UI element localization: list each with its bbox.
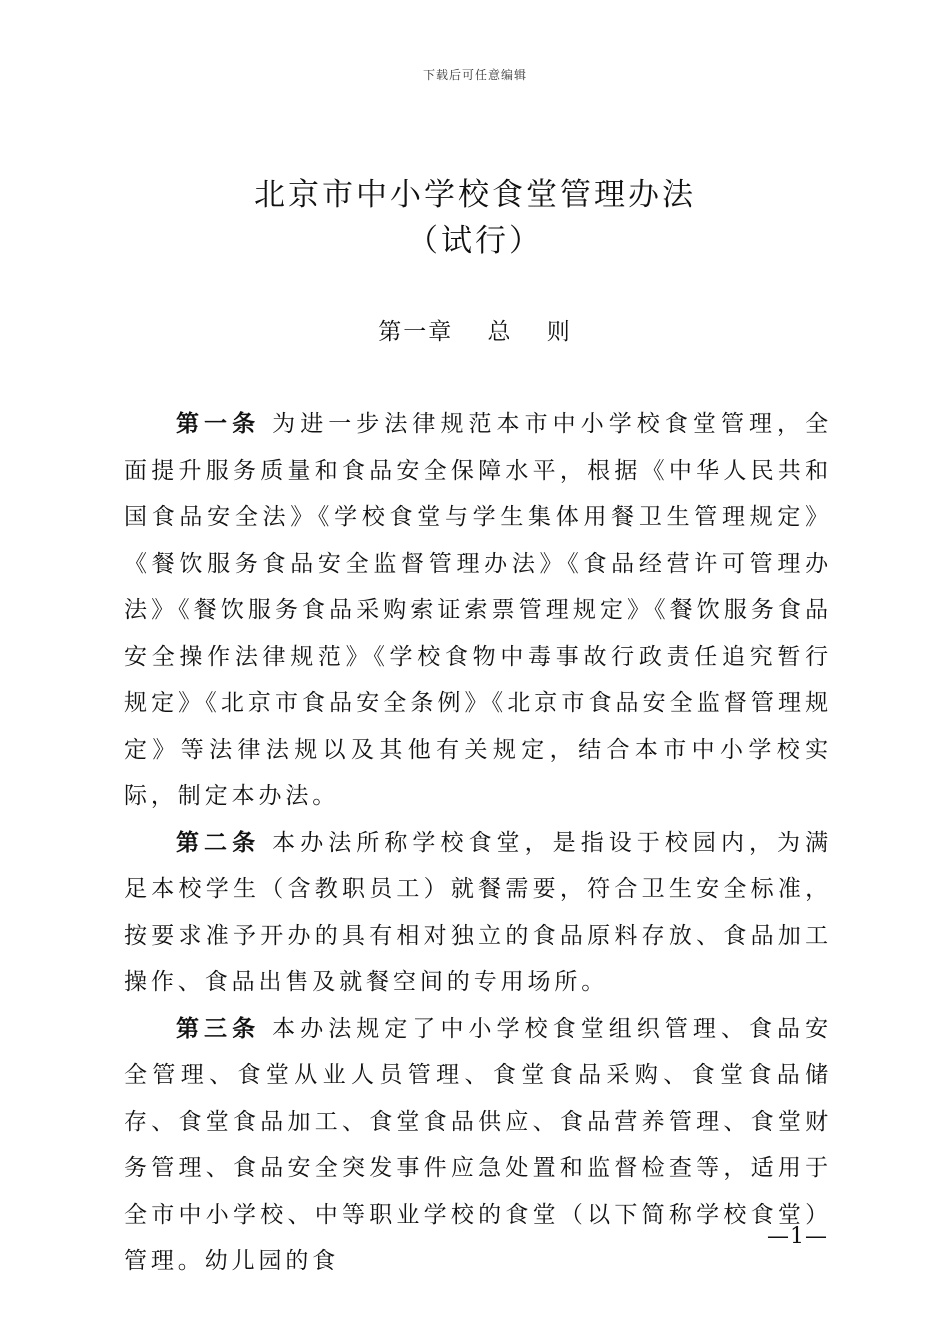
article-label: 第一条 [176, 410, 261, 437]
article-text: 本办法规定了中小学校食堂组织管理、食品安全管理、食堂从业人员管理、食堂食品采购、食堂食品储存、食堂食品加工、食堂食品供应、食品营养管理、食堂财务管理、食品安全突发事件应急处置和监督检查等，适用于全市中小学校、中等职业学校的食堂（以下简称学校食堂）管理。幼儿园的食 [124, 1015, 833, 1274]
article-text: 本办法所称学校食堂，是指设于校园内，为满足本校学生（含教职员工）就餐需要，符合卫生安全标准，按要求准予开办的具有相对独立的食品原料存放、食品加工操作、食品出售及就餐空间的专用场所。 [124, 829, 833, 995]
page-number: —1— [767, 1224, 828, 1249]
document-title: 北京市中小学校食堂管理办法 [254, 177, 696, 213]
article-label: 第三条 [176, 1014, 261, 1042]
article-label: 第二条 [176, 828, 261, 856]
article-paragraph [124, 1006, 832, 1285]
article-paragraph [124, 401, 832, 820]
article-text: 为进一步法律规范本市中小学校食堂管理，全面提升服务质量和食品安全保障水平，根据《中华人民共和国食品安全法》《学校食堂与学生集体用餐卫生管理规定》《餐饮服务食品安全监督管理办法》《食品经营许可管理办法》《餐饮服务食品采购索证索票管理规定》《餐饮服务食品安全操作法律规范》《学校食物中毒事故行政责任追究暂行规定》《北京市食品安全条例》《北京市食品安全监督管理规定》等法律法规以及其他有关规定，结合本市中小学校实际，制定本办法。 [124, 411, 833, 809]
chapter-heading: 第一章 总 则 [378, 319, 572, 345]
header-note: 下载后可任意编辑 [422, 68, 527, 82]
document-subtitle: （试行） [407, 223, 543, 259]
article-paragraph [124, 820, 832, 1006]
document-body [124, 401, 832, 1285]
